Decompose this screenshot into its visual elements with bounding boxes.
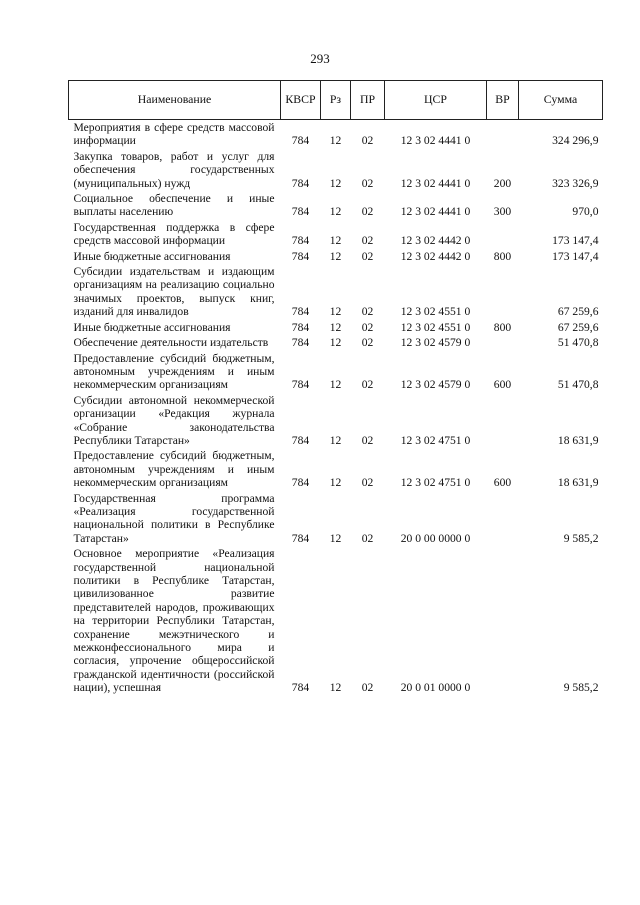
cell-vr: 800 <box>493 249 512 263</box>
cell-kvsr: 784 <box>291 305 310 319</box>
col-header-vr: ВР <box>487 81 519 120</box>
cell-pr: 02 <box>361 433 374 447</box>
cell-csr: 12 3 02 4441 0 <box>400 134 471 148</box>
cell-name: Основное мероприятие «Реализация государственной национальной политики в Республике Татарстан, цивилизованное развитие представителей народов, проживающих на территории Республики Татарстан, сохранение межэтнического и межконфессионального мира и согласия, упрочение общероссийской гражданской идентичности (российской нации), успешная <box>73 547 275 695</box>
cell-sum: 173 147,4 <box>552 234 599 248</box>
cell-sum: 324 296,9 <box>552 134 599 148</box>
cell-pr: 02 <box>361 378 374 392</box>
table-row <box>69 546 603 695</box>
cell-pr: 02 <box>361 336 374 350</box>
col-header-csr: ЦСР <box>385 81 487 120</box>
cell-vr: 600 <box>493 476 512 490</box>
table-row <box>69 264 603 320</box>
cell-vr <box>487 393 519 449</box>
cell-kvsr: 784 <box>291 205 310 219</box>
cell-csr: 12 3 02 4751 0 <box>400 433 471 447</box>
cell-sum: 970,0 <box>572 205 599 219</box>
cell-rz: 12 <box>329 531 342 545</box>
cell-csr: 12 3 02 4442 0 <box>400 234 471 248</box>
cell-name: Закупка товаров, работ и услуг для обеспечения государственных (муниципальных) нужд <box>73 149 275 190</box>
cell-rz: 12 <box>329 134 342 148</box>
cell-name: Субсидии автономной некоммерческой организации «Редакция журнала «Собрание законодательства Республики Татарстан» <box>73 393 275 447</box>
cell-csr: 12 3 02 4579 0 <box>400 336 471 350</box>
cell-vr <box>487 120 519 149</box>
cell-pr: 02 <box>361 305 374 319</box>
cell-csr: 20 0 01 0000 0 <box>400 681 471 695</box>
cell-kvsr: 784 <box>291 476 310 490</box>
cell-sum: 323 326,9 <box>552 176 599 190</box>
col-header-pr: ПР <box>351 81 385 120</box>
cell-name: Субсидии издательствам и издающим организациям на реализацию социально значимых проектов, выпуск книг, изданий для инвалидов <box>73 265 275 319</box>
cell-rz: 12 <box>329 476 342 490</box>
cell-kvsr: 784 <box>291 234 310 248</box>
col-header-rz: Рз <box>321 81 351 120</box>
cell-vr: 200 <box>493 176 512 190</box>
cell-rz: 12 <box>329 305 342 319</box>
cell-pr: 02 <box>361 176 374 190</box>
table-row <box>69 351 603 393</box>
cell-rz: 12 <box>329 249 342 263</box>
cell-csr: 12 3 02 4579 0 <box>400 378 471 392</box>
cell-pr: 02 <box>361 681 374 695</box>
cell-kvsr: 784 <box>291 378 310 392</box>
cell-csr: 12 3 02 4441 0 <box>400 205 471 219</box>
cell-kvsr: 784 <box>291 531 310 545</box>
table-row <box>69 149 603 191</box>
table-row <box>69 491 603 547</box>
cell-rz: 12 <box>329 378 342 392</box>
col-header-kvsr: КВСР <box>281 81 321 120</box>
cell-vr <box>487 264 519 320</box>
table-row <box>69 249 603 264</box>
page-number: 293 <box>310 51 330 66</box>
cell-rz: 12 <box>329 320 342 334</box>
cell-pr: 02 <box>361 134 374 148</box>
cell-name: Предоставление субсидий бюджетным, автономным учреждениям и иным некоммерческим организациям <box>73 449 275 490</box>
cell-rz: 12 <box>329 336 342 350</box>
cell-csr: 12 3 02 4551 0 <box>400 305 471 319</box>
cell-rz: 12 <box>329 234 342 248</box>
cell-sum: 51 470,8 <box>557 336 599 350</box>
cell-vr: 800 <box>493 320 512 334</box>
cell-vr: 300 <box>493 205 512 219</box>
cell-kvsr: 784 <box>291 681 310 695</box>
cell-rz: 12 <box>329 176 342 190</box>
cell-name: Государственная поддержка в сфере средств массовой информации <box>73 220 275 248</box>
cell-vr <box>487 546 519 695</box>
cell-vr <box>487 335 519 350</box>
cell-pr: 02 <box>361 205 374 219</box>
cell-pr: 02 <box>361 234 374 248</box>
table-body <box>69 120 603 696</box>
cell-rz: 12 <box>329 433 342 447</box>
cell-csr: 12 3 02 4441 0 <box>400 176 471 190</box>
cell-kvsr: 784 <box>291 336 310 350</box>
cell-kvsr: 784 <box>291 176 310 190</box>
table-row <box>69 393 603 449</box>
cell-sum: 51 470,8 <box>557 378 599 392</box>
budget-table <box>68 80 603 696</box>
cell-name: Предоставление субсидий бюджетным, автономным учреждениям и иным некоммерческим организациям <box>73 351 275 392</box>
cell-vr <box>487 491 519 547</box>
table-row <box>69 220 603 249</box>
cell-sum: 67 259,6 <box>557 305 599 319</box>
cell-name: Мероприятия в сфере средств массовой информации <box>73 121 275 148</box>
cell-sum: 67 259,6 <box>557 320 599 334</box>
cell-csr: 12 3 02 4551 0 <box>400 320 471 334</box>
cell-kvsr: 784 <box>291 433 310 447</box>
cell-sum: 18 631,9 <box>557 476 599 490</box>
col-header-name: Наименование <box>69 81 281 120</box>
table-header <box>69 81 603 120</box>
cell-rz: 12 <box>329 205 342 219</box>
cell-csr: 12 3 02 4442 0 <box>400 249 471 263</box>
cell-name: Социальное обеспечение и иные выплаты населению <box>73 192 275 219</box>
cell-vr: 600 <box>493 378 512 392</box>
cell-kvsr: 784 <box>291 320 310 334</box>
cell-kvsr: 784 <box>291 134 310 148</box>
cell-name: Иные бюджетные ассигнования <box>73 320 231 334</box>
table-row <box>69 120 603 149</box>
cell-pr: 02 <box>361 476 374 490</box>
cell-rz: 12 <box>329 681 342 695</box>
table-row <box>69 191 603 220</box>
cell-csr: 20 0 00 0000 0 <box>400 531 471 545</box>
cell-name: Иные бюджетные ассигнования <box>73 249 231 263</box>
cell-vr <box>487 220 519 249</box>
cell-sum: 173 147,4 <box>552 249 599 263</box>
cell-sum: 9 585,2 <box>563 681 599 695</box>
table-row <box>69 335 603 350</box>
table-row <box>69 448 603 490</box>
cell-pr: 02 <box>361 320 374 334</box>
cell-kvsr: 784 <box>291 249 310 263</box>
table-row <box>69 320 603 335</box>
cell-pr: 02 <box>361 249 374 263</box>
cell-sum: 18 631,9 <box>557 433 599 447</box>
cell-name: Государственная программа «Реализация государственной национальной политики в Республике Татарстан» <box>73 491 275 545</box>
cell-pr: 02 <box>361 531 374 545</box>
cell-csr: 12 3 02 4751 0 <box>400 476 471 490</box>
cell-sum: 9 585,2 <box>563 531 599 545</box>
col-header-sum: Сумма <box>519 81 603 120</box>
cell-name: Обеспечение деятельности издательств <box>73 336 269 350</box>
